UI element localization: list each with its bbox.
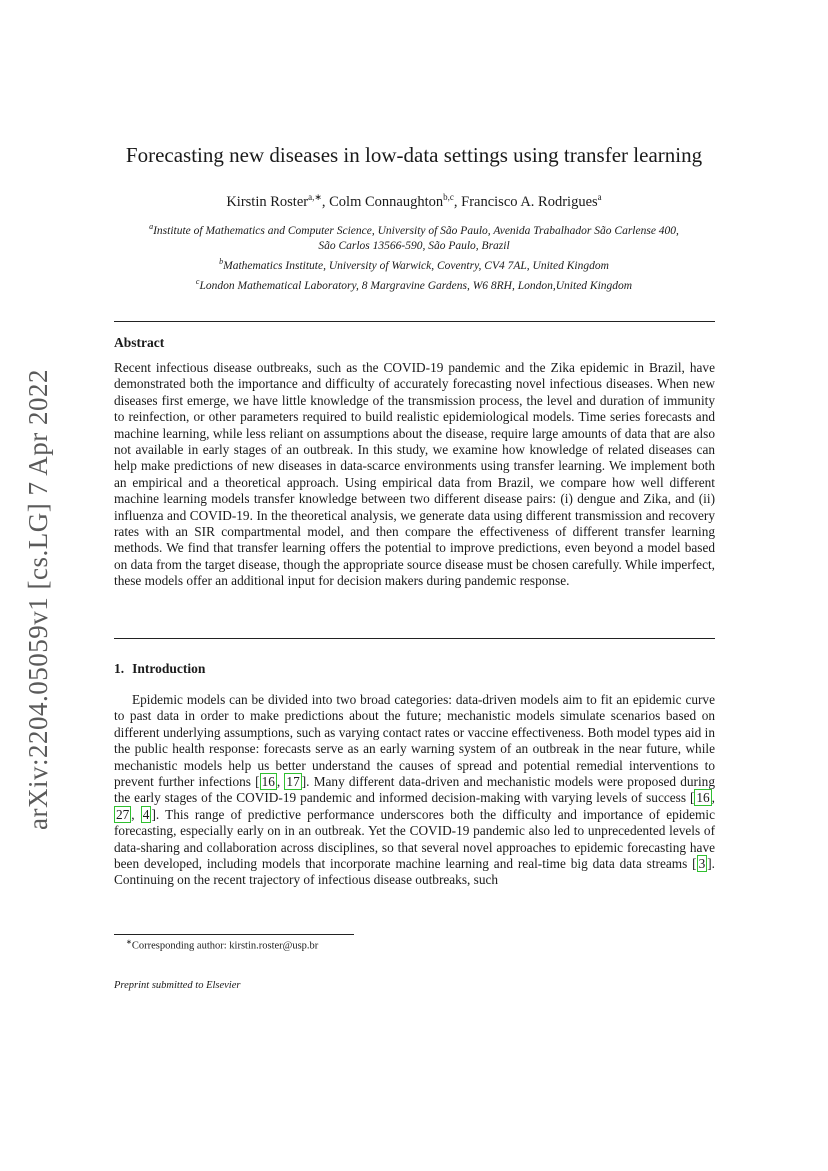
citation-link[interactable]: 4 xyxy=(142,806,150,822)
citation-link[interactable]: 27 xyxy=(116,806,130,822)
citation-link[interactable]: 3 xyxy=(698,856,706,872)
affiliation-a-cont: São Carlos 13566-590, São Paulo, Brazil xyxy=(318,239,510,252)
author-name: Colm Connaughton xyxy=(329,193,444,210)
citation-link[interactable]: 17 xyxy=(286,774,300,790)
section-number: 1. xyxy=(114,661,125,676)
affiliations xyxy=(100,219,728,293)
paragraph-text: ]. Continuing on the recent trajectory of infectious disease outbreaks, such xyxy=(114,856,715,888)
section-title: Introduction xyxy=(132,661,206,676)
footnote-mark: ∗ xyxy=(126,938,132,946)
affiliation-mark: b xyxy=(219,256,224,266)
footnote xyxy=(126,938,318,952)
introduction-paragraph xyxy=(114,692,715,889)
paragraph-text: , xyxy=(131,806,141,822)
paragraph-text: , xyxy=(711,790,715,806)
paragraph-text: , xyxy=(276,774,285,790)
citation-link[interactable]: 16 xyxy=(696,790,710,806)
author-marks: a xyxy=(597,192,602,202)
arxiv-identifier: arXiv:2204.05059v1 [cs.LG] 7 Apr 2022 xyxy=(23,369,53,830)
abstract-top-rule xyxy=(114,321,715,322)
affiliation-mark: c xyxy=(195,276,200,286)
abstract-bottom-rule xyxy=(114,638,715,639)
affiliation-b xyxy=(100,254,728,274)
paragraph-text: ]. Many different data-driven and mechanistic models were proposed during the early stages of the COVID-19 pandemic and informed decision-making with varying levels of success [ xyxy=(114,774,715,806)
footnote-rule xyxy=(114,934,354,935)
abstract-text: Recent infectious disease outbreaks, such as the COVID-19 pandemic and the Zika epidemic in Brazil, have demonstrated both the importance and difficulty of accurately forecasting novel infectious diseases. When new diseases first emerge, we have little knowledge of the transmission process, the level and duration of immunity to reinfection, or other parameters required to build realistic epidemiological models. Time series forecasts and machine learning, while less reliant on assumptions about the disease, require large amounts of data that are also not available in early stages of an outbreak. In this study, we examine how knowledge of related diseases can help make predictions of new diseases in data-scarce environments using transfer learning. We implement both an empirical and a theoretical approach. Using empirical data from Brazil, we compare how well different machine learning models transfer knowledge between two different disease pairs: (i) dengue and Zika, and (ii) influenza and COVID-19. In the theoretical analysis, we generate data using different transmission and recovery rates with an SIR compartmental model, and then compare the effectiveness of different transfer learning methods. We find that transfer learning offers the potential to improve predictions, even beyond a model based on data from the target disease, though the appropriate source disease must be chosen carefully. While imperfect, these models offer an additional input for decision makers during pandemic response. xyxy=(114,360,715,589)
abstract-heading: Abstract xyxy=(114,335,165,350)
footnote-text: Corresponding author: kirstin.roster@usp.br xyxy=(131,940,319,952)
citation-link[interactable]: 16 xyxy=(261,774,275,790)
affiliation-c xyxy=(100,274,728,294)
affiliation-a xyxy=(100,219,728,239)
author-marks: a,∗ xyxy=(308,192,322,202)
preprint-note: Preprint submitted to Elsevier xyxy=(114,980,241,991)
author-name: Kirstin Roster xyxy=(226,193,309,210)
affiliation-mark: a xyxy=(149,222,154,231)
section-heading-introduction xyxy=(114,661,205,677)
author-marks: b,c xyxy=(443,192,454,202)
affiliation-text: Mathematics Institute, University of Warwick, Coventry, CV4 7AL, United Kingdom xyxy=(223,259,609,272)
author-name: Francisco A. Rodrigues xyxy=(461,193,598,210)
paragraph-text: Epidemic models can be divided into two broad categories: data-driven models aim to fit an epidemic curve to past data in order to make predictions about the future; mechanistic models simulate scenarios based on different underlying assumptions, such as varying contact rates or vaccine effectiveness. Both model types aid in the public health response: forecasts serve as an early warning system of an outbreak in the near future, while mechanistic models help us better understand the causes of spread and potential remedial interventions to prevent further infections [ xyxy=(114,692,715,790)
affiliation-text: Institute of Mathematics and Computer Science, University of São Paulo, Avenida Trabalhador São Carlense 400, xyxy=(153,224,679,237)
author-list: Kirstin Roster$^{a,∗}$, Colm Connaughton$^{b,c}$, Francisco A. Rodrigues$^a$ xyxy=(226,192,602,210)
paper-title: Forecasting new diseases in low-data settings using transfer learning xyxy=(125,143,703,167)
affiliation-text: London Mathematical Laboratory, 8 Margravine Gardens, W6 8RH, London,United Kingdom xyxy=(199,279,633,292)
paragraph-text: ]. This range of predictive performance underscores both the difficulty and importance of epidemic forecasting, especially early on in an outbreak. Yet the COVID-19 pandemic also led to unprecedented levels of data-sharing and collaboration across disciplines, so that several novel approaches to epidemic forecasting have been developed, including models that incorporate machine learning and real-time big data data streams [ xyxy=(114,806,715,872)
